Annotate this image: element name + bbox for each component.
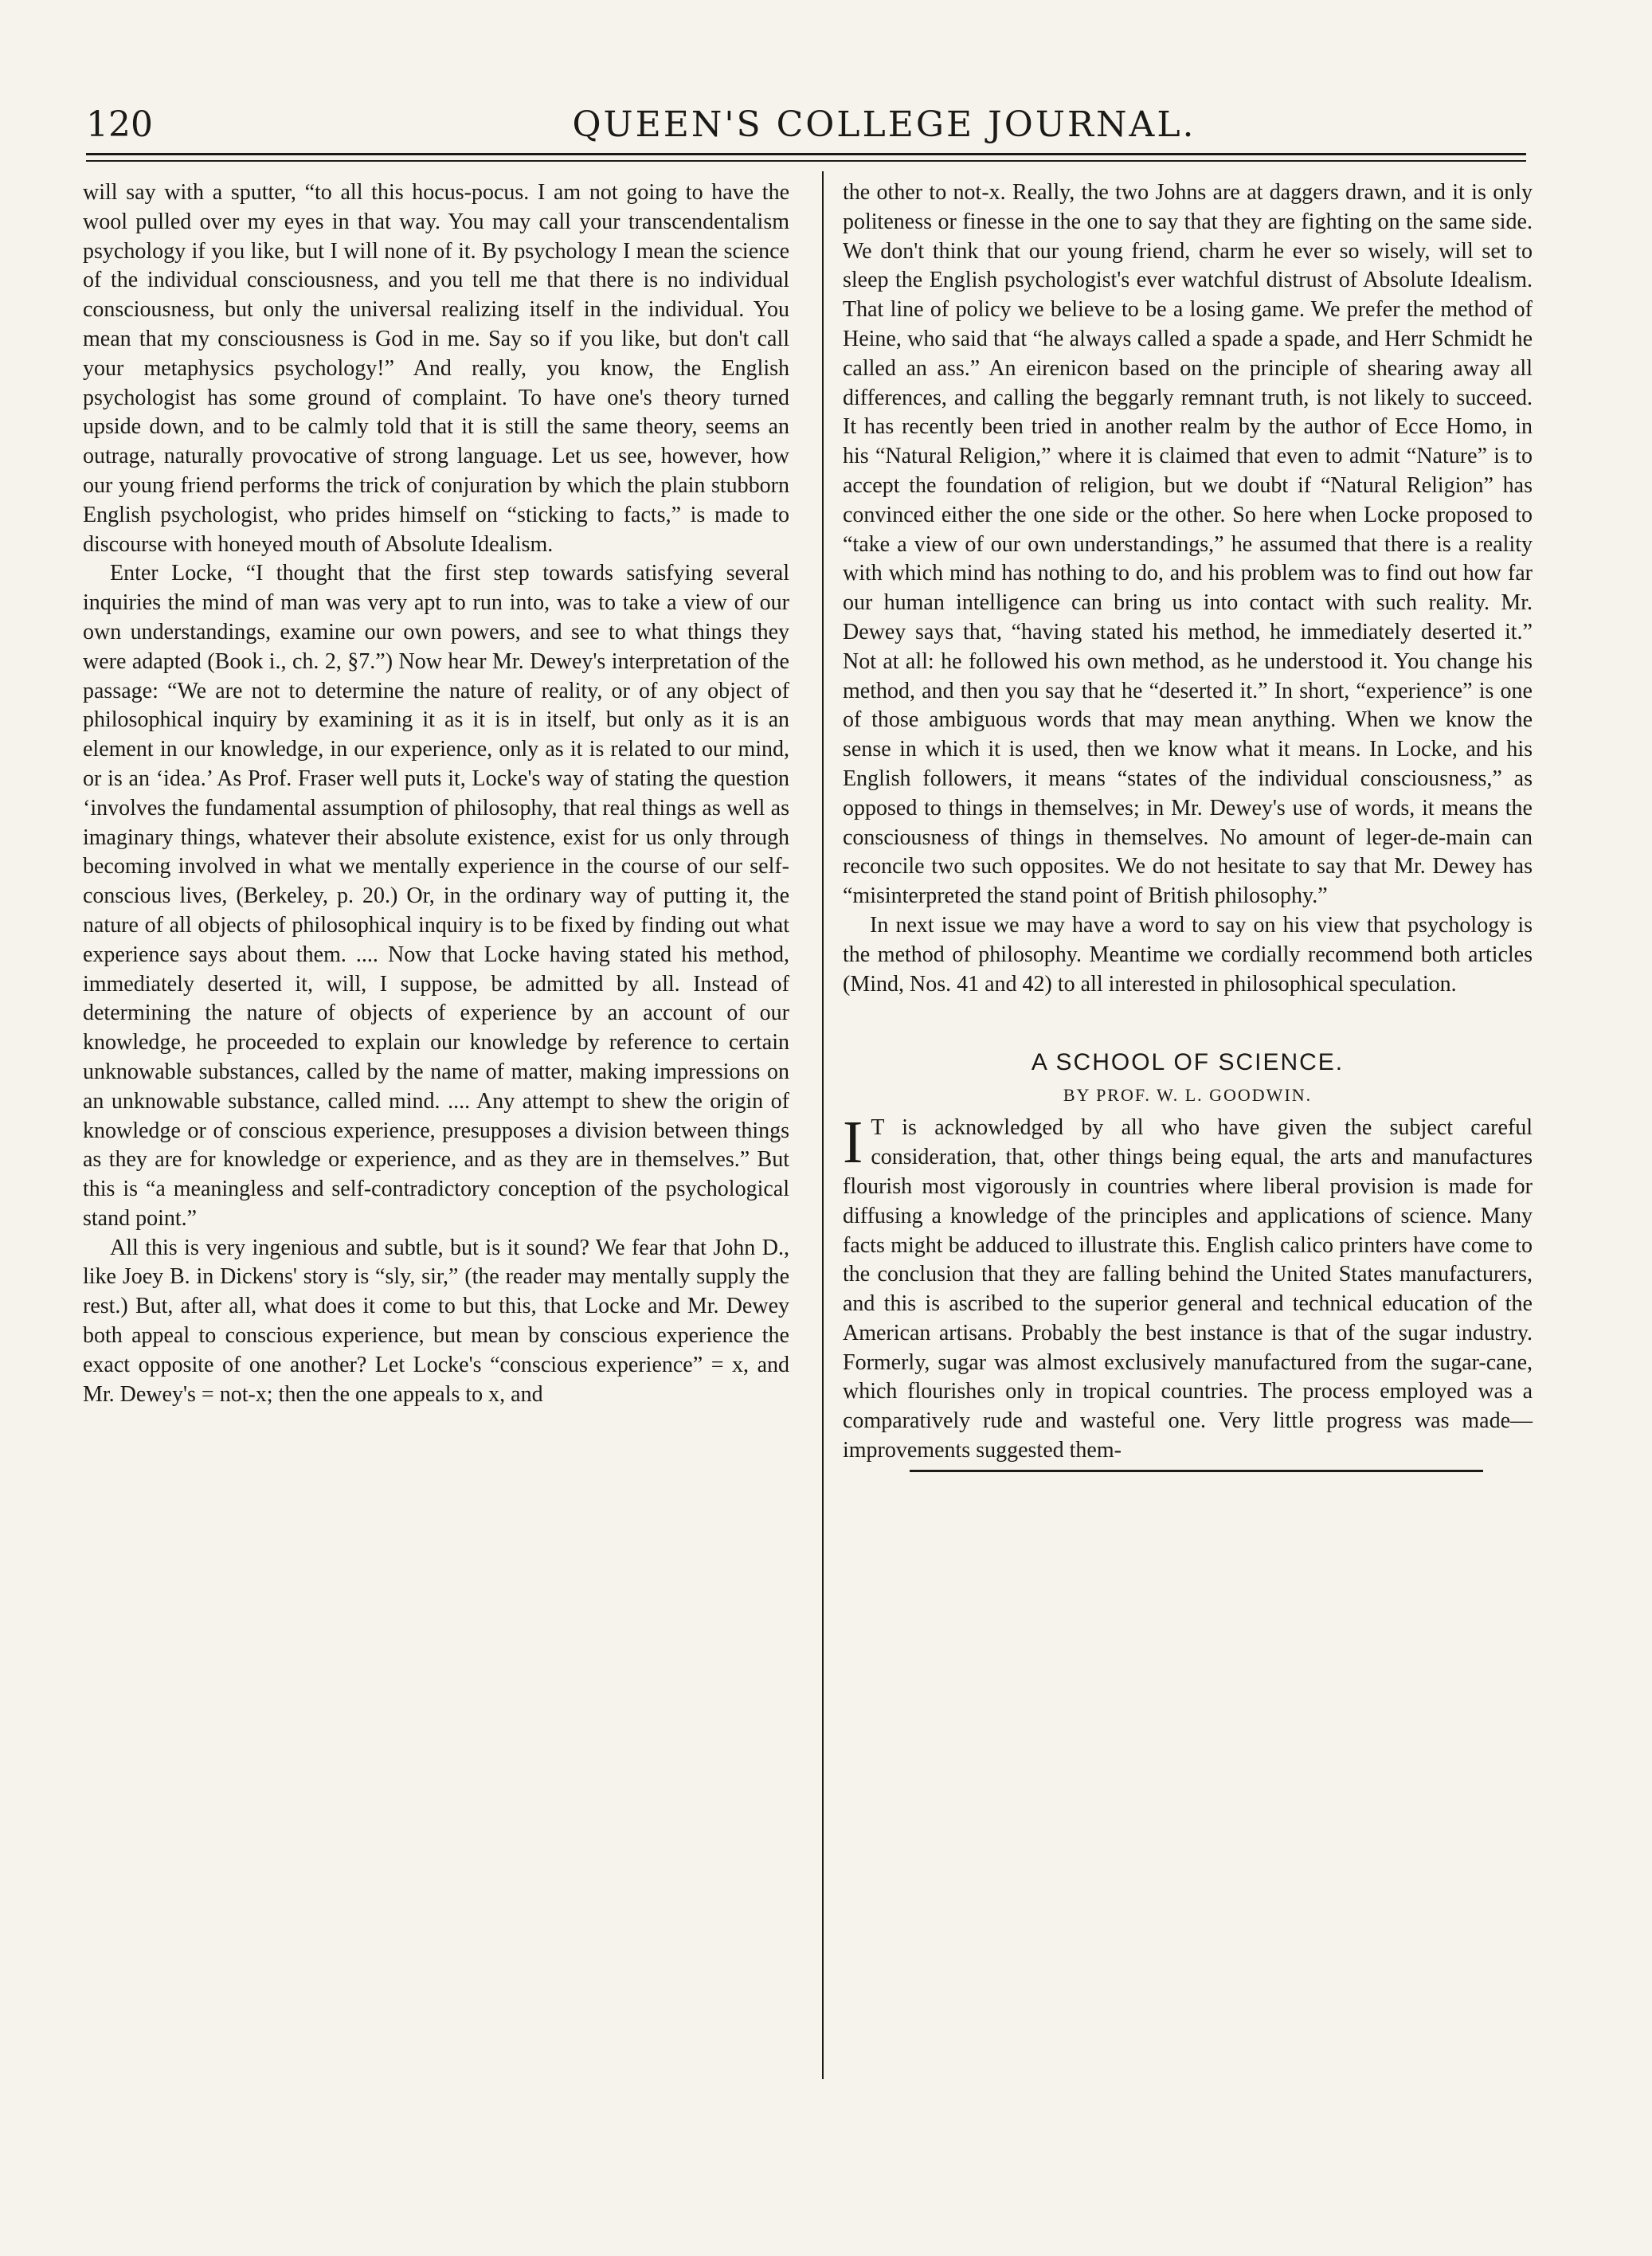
drop-cap: I xyxy=(843,1109,863,1177)
page-number: 120 xyxy=(86,104,153,145)
header-rule-thick xyxy=(86,153,1526,155)
paragraph: In next issue we may have a word to say on his view that psychology is the method of philosophy. Meantime we cordially recommend both articles (Mind, Nos. 41 and 42) to all interested in philosophical speculation. xyxy=(843,912,1533,997)
left-column xyxy=(83,178,789,1409)
paragraph: All this is very ingenious and subtle, but is it sound? We fear that John D., like Joey B. in Dickens' story is “sly, sir,” (the reader may mentally supply the rest.) But, after all, what does it come to but this, that Locke and Mr. Dewey both appeal to conscious experience, but mean by conscious experience the exact opposite of one another? Let Locke's “conscious experience” = x, and Mr. Dewey's = not-x; then the one appeals to x, and xyxy=(83,1235,789,1407)
section-byline: BY PROF. W. L. GOODWIN. xyxy=(1063,1085,1313,1106)
paragraph: the other to not-x. Really, the two Johns are at daggers drawn, and it is only politeness or finesse in the one to say that they are fighting on the same side. We don't think that our young friend, charm he ever so wisely, will set to sleep the English psychologist's ever watchful distrust of Absolute Idealism. That line of policy we believe to be a losing game. We prefer the method of Heine, who said that “he always called a spade a spade, and Herr Schmidt he called an ass.” An eirenicon based on the principle of shearing away all differences, and calling the beggarly remnant truth, is not likely to succeed. It has recently been tried in another realm by the author of Ecce Homo, in his “Natural Religion,” where it is claimed that even to admit “Nature” is to accept the foundation of religion, but we doubt if “Natural Religion” has convinced either the one side or the other. So here when Locke proposed to “take a view of our own understandings,” he assumed that there is a reality with which mind has nothing to do, and his problem was to find out how far our human intelligence can bring us into contact with such reality. Mr. Dewey says that, “having stated his method, he immediately deserted it.” Not at all: he followed his own method, as he understood it. You change his method, and then you say that he “deserted it.” In short, “experience” is one of those ambiguous words that may mean anything. When we know the sense in which it is used, then we know what it means. In Locke, and his English followers, it means “states of the individual consciousness,” as opposed to things in themselves; in Mr. Dewey's use of words, it means the consciousness of things in themselves. No amount of leger-de-main can reconcile two such opposites. We do not hesitate to say that Mr. Dewey has “misinterpreted the stand point of British philosophy.” xyxy=(843,180,1533,909)
paragraph xyxy=(843,1109,1533,1466)
column-divider xyxy=(822,171,824,2079)
section-rule xyxy=(910,1470,1483,1472)
running-title: QUEEN'S COLLEGE JOURNAL. xyxy=(572,104,1196,145)
right-column xyxy=(843,178,1533,1466)
header-rule-thin xyxy=(86,160,1526,162)
section-title: A SCHOOL OF SCIENCE. xyxy=(1031,1049,1345,1076)
paragraph-text: T is acknowledged by all who have given the subject careful consideration, that, other things being equal, the arts and manufactures flourish most vigorously in countries where liberal provision is made for diffusing a knowledge of the principles and applications of science. Many facts might be adduced to illustrate this. English calico printers have come to the conclusion that they are falling behind the United States manufacturers, and this is ascribed to the superior general and technical education of the American artisans. Probably the best instance is that of the sugar industry. Formerly, sugar was almost exclusively manufactured from the sugar-cane, which flourishes only in tropical countries. The process employed was a comparatively rude and wasteful one. Very little progress was made—improvements suggested them- xyxy=(843,1115,1533,1463)
paragraph: will say with a sputter, “to all this hocus-pocus. I am not going to have the wool pulled over my eyes in that way. You may call your transcendentalism psychology if you like, but I will none of it. By psychology I mean the science of the individual consciousness, and you tell me that there is no individual consciousness, but only the universal realizing itself in the individual. You mean that my consciousness is God in me. Say so if you like, but don't call your metaphysics psychology!” And really, you know, the English psychologist has some ground of complaint. To have one's theory turned upside down, and to be calmly told that it is still the same theory, seems an outrage, naturally provocative of strong language. Let us see, however, how our young friend performs the trick of conjuration by which the plain stubborn English psychologist, who prides himself on “sticking to facts,” is made to discourse with honeyed mouth of Absolute Idealism. xyxy=(83,180,789,557)
paragraph: Enter Locke, “I thought that the first step towards satisfying several inquiries the mind of man was very apt to run into, was to take a view of our own understandings, examine our own powers, and see to what things they were adapted (Book i., ch. 2, §7.”) Now hear Mr. Dewey's interpretation of the passage: “We are not to determine the nature of reality, or of any object of philosophical inquiry by examining it as it is in itself, but only as it is an element in our knowledge, in our experience, only as it is related to our mind, or is an ‘idea.’ As Prof. Fraser well puts it, Locke's way of stating the question ‘involves the fundamental assumption of philosophy, that real things as well as imaginary things, whatever their absolute existence, exist for us only through becoming involved in what we mentally experience in the course of our self-conscious lives, (Berkeley, p. 20.) Or, in the ordinary way of putting it, the nature of all objects of philosophical inquiry is to be fixed by finding out what experience says about them. .... Now that Locke having stated his method, immediately deserted it, will, I suppose, be admitted by all. Instead of determining the nature of objects of experience by an account of our knowledge, he proceeded to explain our knowledge by reference to certain unknowable substances, called by the name of matter, making impressions on an unknowable substance, called mind. .... Any attempt to shew the origin of knowledge or of conscious experience, presupposes a division between things as they are for knowledge or experience, and as they are in themselves.” But this is “a meaningless and self-contradictory conception of the psychological stand point.” xyxy=(83,561,789,1231)
